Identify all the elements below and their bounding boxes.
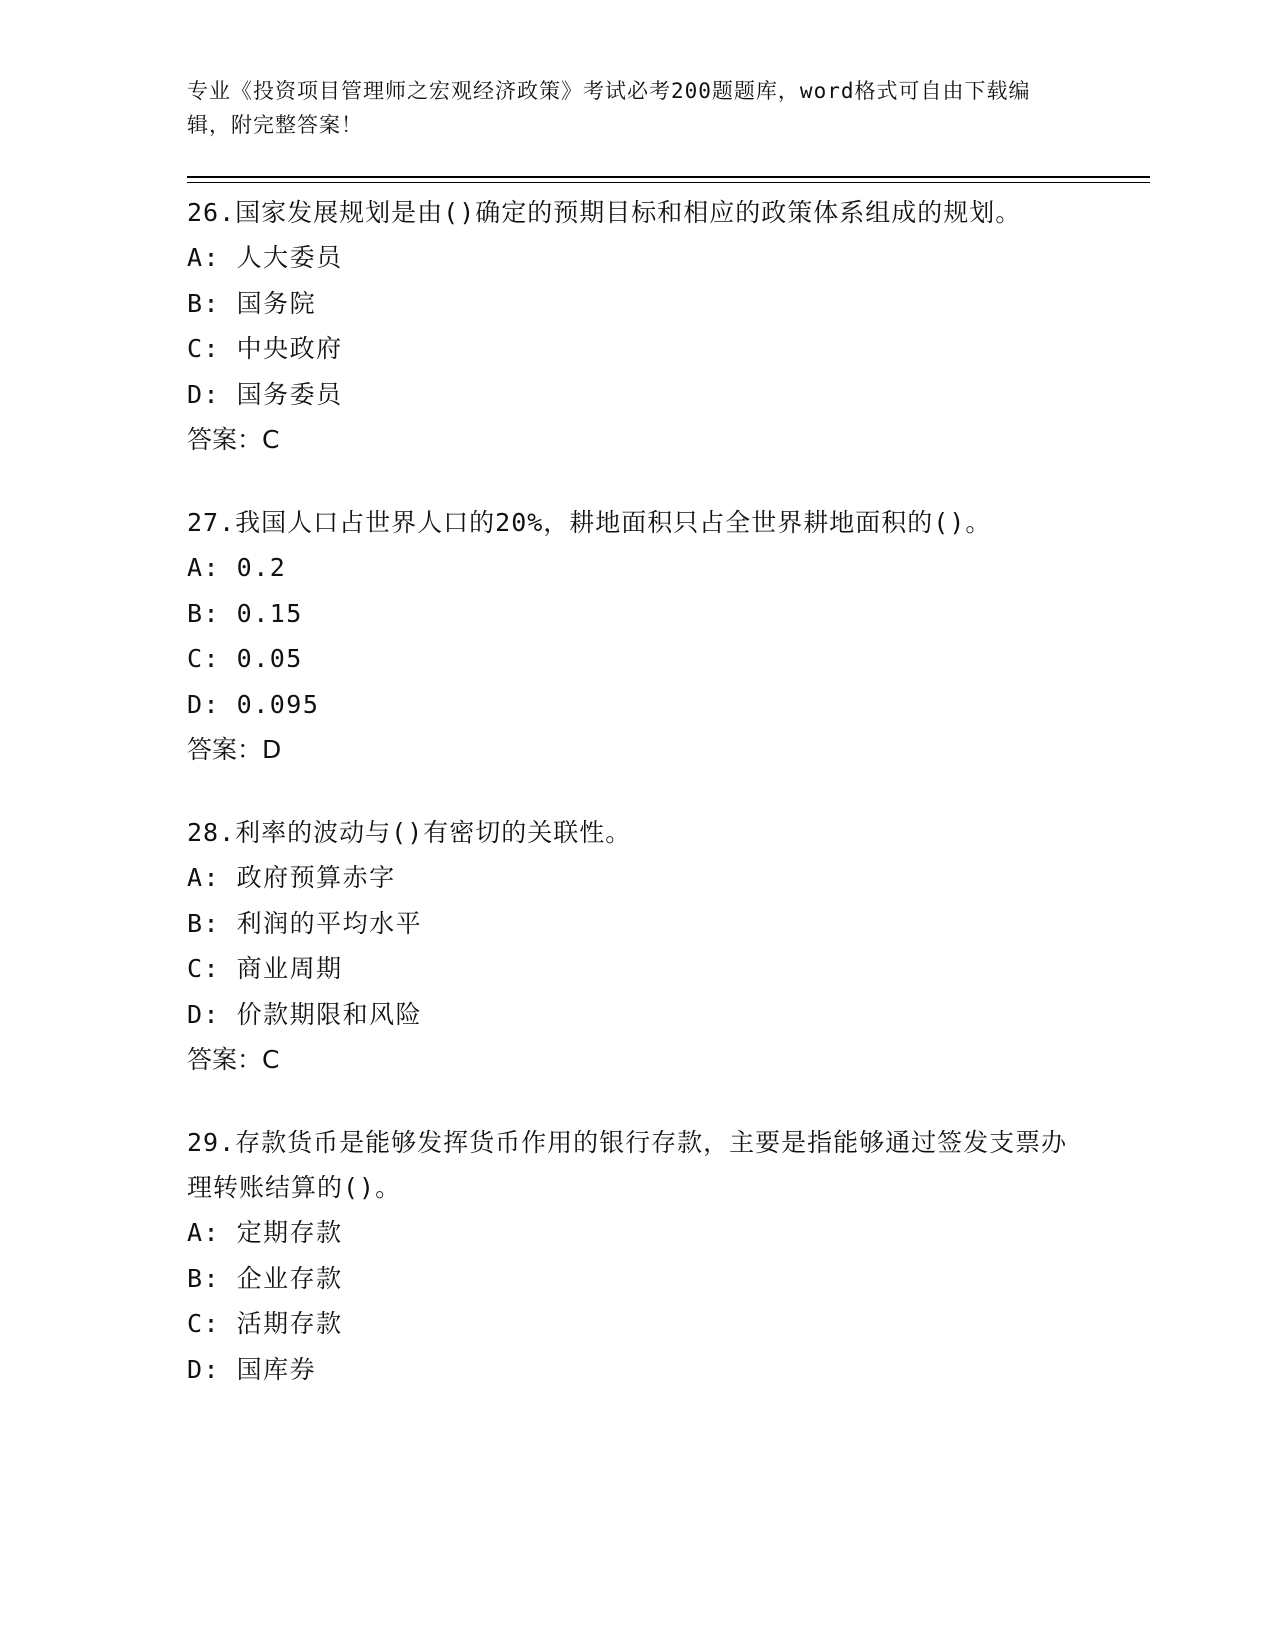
option-a: A: 0.2 xyxy=(187,553,287,582)
option-a: A: 政府预算赤字 xyxy=(187,863,396,892)
question-stem: 28.利率的波动与()有密切的关联性。 xyxy=(187,818,632,847)
option-d: D: 价款期限和风险 xyxy=(187,999,423,1029)
option-d: D: 国库券 xyxy=(187,1354,317,1384)
question-stem: 29.存款货币是能够发挥货币作用的银行存款，主要是指能够通过签发支票办理转账结算的()。 xyxy=(187,1128,1068,1202)
question-26 xyxy=(187,190,1087,462)
option-a: A: 定期存款 xyxy=(187,1218,343,1247)
option-c: C: 中央政府 xyxy=(187,334,343,363)
question-29 xyxy=(187,1120,1087,1392)
question-list xyxy=(187,190,1087,1430)
question-28 xyxy=(187,810,1087,1082)
answer-line: 答案：C xyxy=(187,1045,280,1074)
document-header: 专业《投资项目管理师之宏观经济政策》考试必考200题题库，word格式可自由下载编辑，附完整答案！ xyxy=(187,79,1031,137)
option-a: A: 人大委员 xyxy=(187,243,343,272)
option-d: D: 0.095 xyxy=(187,689,320,719)
question-stem: 26.国家发展规划是由()确定的预期目标和相应的政策体系组成的规划。 xyxy=(187,198,1022,227)
answer-line: 答案：C xyxy=(187,425,280,454)
option-b: B: 利润的平均水平 xyxy=(187,908,423,938)
question-27 xyxy=(187,500,1087,772)
option-b: B: 企业存款 xyxy=(187,1263,343,1293)
question-stem: 27.我国人口占世界人口的20%，耕地面积只占全世界耕地面积的()。 xyxy=(187,508,992,537)
option-b: B: 0.15 xyxy=(187,598,303,628)
answer-line: 答案：D xyxy=(187,735,282,764)
option-c: C: 活期存款 xyxy=(187,1309,343,1338)
option-c: C: 0.05 xyxy=(187,644,303,673)
option-b: B: 国务院 xyxy=(187,288,317,318)
option-c: C: 商业周期 xyxy=(187,954,343,983)
header-divider-bottom xyxy=(187,182,1150,183)
option-d: D: 国务委员 xyxy=(187,379,343,409)
header-divider-top xyxy=(187,176,1150,178)
